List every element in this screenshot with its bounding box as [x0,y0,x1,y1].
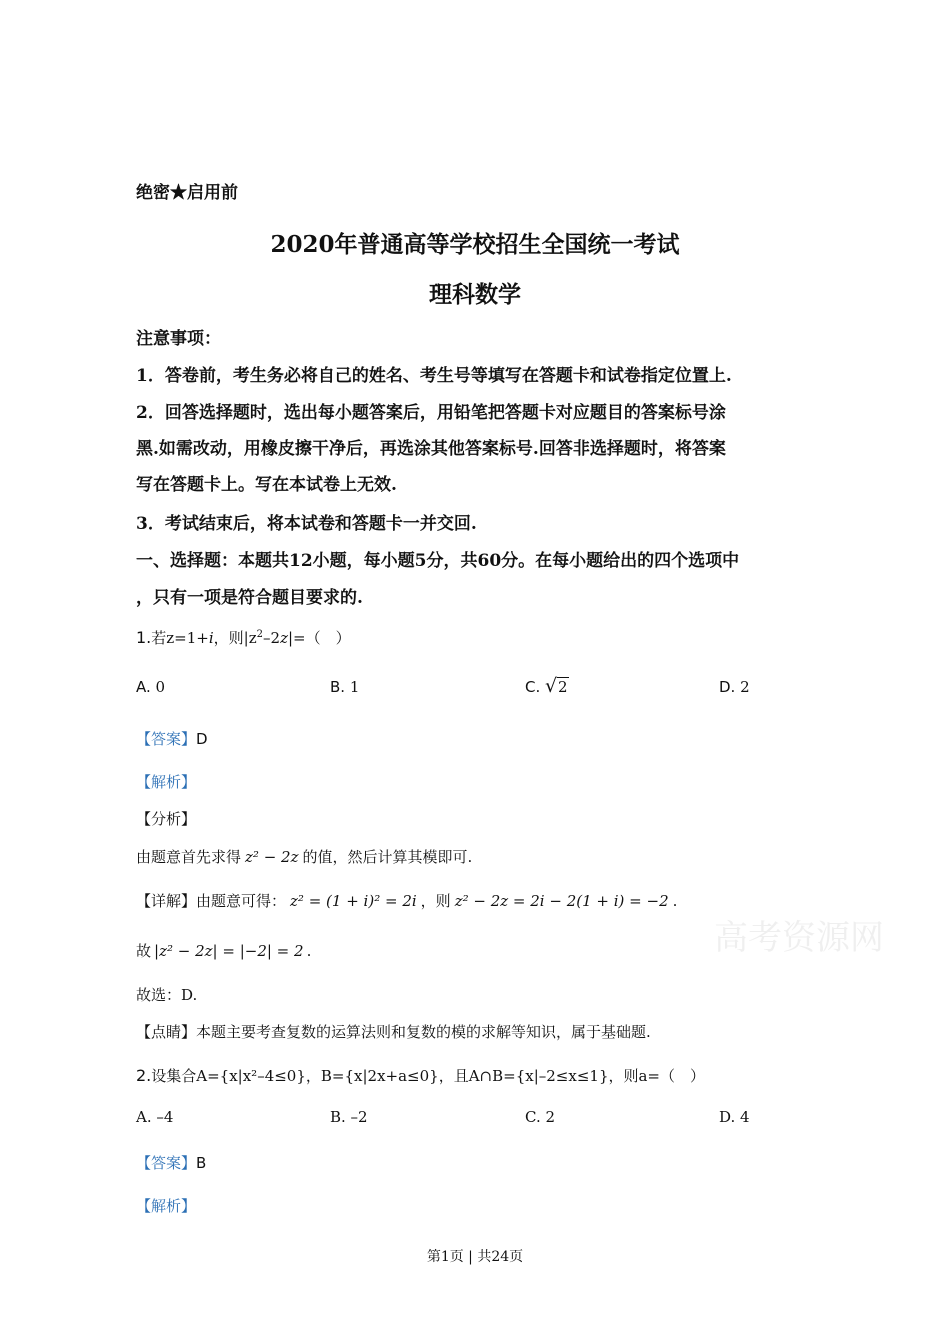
note-2-line-3: 写在答题卡上。写在本试卷上无效. [136,475,397,495]
detail-line: 【详解】由题意可得： z² = (1 + i)² = 2i ，则 z² − 2z = 2i − 2(1 + i) = −2 . [136,892,678,910]
math-expression: z² − 2z = 2i − 2(1 + i) = −2 [454,892,669,910]
note-3: 3．考试结束后，将本试卷和答题卡一并交回. [136,514,477,534]
note-1: 1．答卷前，考生务必将自己的姓名、考生号等填写在答题卡和试卷指定位置上. [136,366,732,386]
answer-1 [136,728,208,749]
comment-line: 【点睛】本题主要考查复数的运算法则和复数的模的求解等知识，属于基础题. [136,1023,651,1041]
q2-option-b: B. –2 [330,1108,368,1126]
sqrt-symbol: √ 2 [545,675,568,697]
therefore-line: 故 |z² − 2z| = |−2| = 2 . [136,942,312,960]
fenxi-text: 由题意首先求得 z² − 2z 的值，然后计算其模即可. [136,848,473,866]
answer-2 [136,1152,206,1173]
section-heading-line-2: ，只有一项是符合题目要求的. [136,588,363,608]
q2-option-d: D. 4 [719,1108,750,1126]
question-number: 1. [136,628,152,647]
math-expression: |z² − 2z| = |−2| = 2 [154,942,304,960]
answer-value: B [196,1154,207,1172]
comment-tag: 【点睛】 [136,1023,197,1041]
answer-tag: 【答案】 [136,1154,197,1172]
option-b: B. 1 [330,678,360,696]
option-d: D. 2 [719,678,750,696]
math-expression: z² = (1 + i)² = 2i [290,892,417,910]
fenxi-tag: 【分析】 [136,810,197,828]
option-a: A. 0 [136,678,166,696]
page-footer: 第1页 | 共24页 [426,1249,524,1265]
detail-tag: 【详解】 [136,892,197,910]
analysis-tag: 【解析】 [136,773,197,791]
question-2-stem: 2.设集合A={x|x²–4≤0}，B={x|2x+a≤0}，且A∩B={x|–2≤x≤1}，则a=（ ） [136,1066,705,1085]
answer-tag: 【答案】 [136,730,197,748]
exam-title: 2020年普通高等学校招生全国统一考试 [270,231,680,258]
q2-option-c: C. 2 [525,1108,556,1126]
question-1-stem: 1.若z=1+i，则$|z^2-2z|=$（ ） [136,628,351,647]
choice-line: 故选：D. [136,986,198,1004]
answer-value: D [196,730,208,748]
note-2-line-1: 2．回答选择题时，选出每小题答案后，用铅笔把答题卡对应题目的答案标号涂 [136,403,726,423]
notes-heading: 注意事项： [136,329,221,349]
question-number: 2. [136,1066,152,1085]
option-c: C. √ 2 [525,675,568,697]
exam-subject: 理科数学 [429,281,521,308]
analysis-tag: 【解析】 [136,1197,197,1215]
secret-mark: 绝密★启用前 [136,183,238,203]
watermark: 高考资源网 [714,918,884,958]
note-2-line-2: 黑.如需改动，用橡皮擦干净后，再选涂其他答案标号.回答非选择题时，将答案 [136,439,726,459]
section-heading-line-1: 一、选择题：本题共12小题，每小题5分，共60分。在每小题给出的四个选项中 [136,551,740,571]
math-expression: z² − 2z [245,848,299,866]
q2-option-a: A. –4 [136,1108,174,1126]
